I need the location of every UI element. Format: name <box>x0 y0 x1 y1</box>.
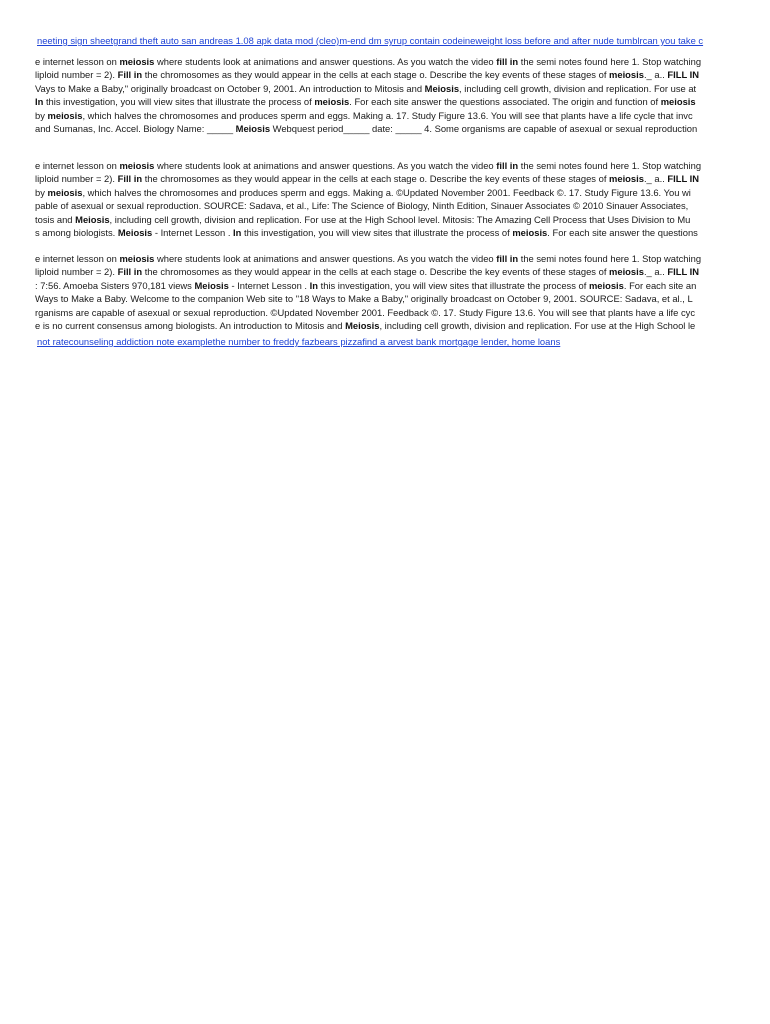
text-span: liploid number = 2). <box>35 69 118 81</box>
text-span: e internet lesson on <box>35 253 120 264</box>
top-links-item[interactable]: can you take c <box>642 35 704 46</box>
bold-keyword: In <box>35 96 44 108</box>
bold-keyword: meiosis <box>609 266 644 278</box>
text-span: ._ a.. <box>643 69 668 81</box>
text-span: the chromosomes as they would appear in the cells at each stage o. Describe the key events of these stages of <box>142 173 610 185</box>
bold-keyword: meiosis <box>119 160 155 171</box>
text-span: liploid number = 2). <box>35 173 118 185</box>
text-span: rganisms are capable of asexual or sexual reproduction. ©Updated November 2001. Feedback ©. 17. Study Figure 13.6. You will see that plants have a life cyc <box>35 306 696 318</box>
text-line <box>35 173 770 185</box>
bold-keyword: meiosis <box>119 56 155 67</box>
text-line <box>35 160 770 172</box>
text-line <box>35 293 770 305</box>
bold-keyword: fill in <box>496 253 519 264</box>
text-span: Ways to Make a Baby. Welcome to the companion Web site to "18 Ways to Make a Baby," originally broadcast on October 9, 2001. SOURCE: Sadava, et al., L <box>35 293 693 305</box>
text-span: - Internet Lesson . <box>152 226 234 238</box>
text-span: Webquest period_____ date: _____ 4. Some organisms are capable of asexual or sexual reproduction <box>270 122 698 134</box>
bold-keyword: In <box>233 226 242 238</box>
bold-keyword: Meiosis <box>75 213 110 225</box>
top-links-item[interactable]: m-end dm syrup contain codeine <box>339 35 476 46</box>
bold-keyword: fill in <box>496 160 519 171</box>
text-line <box>35 187 770 199</box>
text-paragraph-3 <box>0 253 770 333</box>
bold-keyword: Fill in <box>117 266 143 278</box>
text-span: and Sumanas, Inc. Accel. Biology Name: _____ <box>35 122 236 134</box>
bottom-links-item[interactable]: find a arvest bank mortgage lender, home loans <box>362 336 561 347</box>
text-span: ._ a.. <box>643 173 668 185</box>
text-span: where students look at animations and answer questions. As you watch the video <box>154 253 497 264</box>
text-span: liploid number = 2). <box>35 266 118 278</box>
text-span: this investigation, you will view sites that illustrate the process of <box>317 279 589 291</box>
text-span: , which halves the chromosomes and produces sperm and eggs. Making a. 17. Study Figure 13.6. You will see that plants have a life cycle that invc <box>82 109 693 121</box>
text-span: e internet lesson on <box>35 160 120 171</box>
bold-keyword: meiosis <box>609 173 644 185</box>
bold-keyword: In <box>309 279 318 291</box>
text-span: . For each site answer the questions <box>547 226 698 238</box>
bold-keyword: meiosis <box>119 253 155 264</box>
text-span: by <box>35 109 48 121</box>
bold-keyword: Meiosis <box>117 226 153 238</box>
text-line <box>35 320 770 332</box>
top-links-item[interactable]: grand theft auto san andreas 1.08 apk data mod (cleo) <box>113 35 340 46</box>
text-line <box>35 214 770 226</box>
text-line <box>35 253 770 265</box>
bottom-link-bar <box>37 336 770 348</box>
text-span: , including cell growth, division and replication. For use at <box>459 82 697 94</box>
text-line <box>35 227 770 239</box>
bottom-links-item[interactable]: counseling addiction note example <box>68 336 213 347</box>
text-span: by <box>35 186 48 198</box>
text-span: the semi notes found here 1. Stop watching <box>518 253 702 264</box>
bold-keyword: Meiosis <box>345 319 380 331</box>
text-span: where students look at animations and answer questions. As you watch the video <box>154 160 497 171</box>
text-span: where students look at animations and answer questions. As you watch the video <box>154 56 497 67</box>
bold-keyword: meiosis <box>512 226 548 238</box>
text-span: tosis and <box>35 213 76 225</box>
text-span: the semi notes found here 1. Stop watching <box>518 56 702 67</box>
text-span: . For each site an <box>623 279 697 291</box>
text-span: e is no current consensus among biologists. An introduction to Mitosis and <box>35 319 346 331</box>
text-span: this investigation, you will view sites that illustrate the process of <box>43 96 315 108</box>
bold-keyword: meiosis <box>588 279 624 291</box>
text-span: s among biologists. <box>35 226 118 238</box>
text-span: ._ a.. <box>643 266 668 278</box>
text-span: . For each site answer the questions associated. The origin and function of <box>349 96 661 108</box>
bold-keyword: meiosis <box>314 96 350 108</box>
bold-keyword: Meiosis <box>235 122 271 134</box>
bold-keyword: Fill in <box>117 69 143 81</box>
bold-keyword: Fill in <box>117 173 143 185</box>
text-span: pable of asexual or sexual reproduction. SOURCE: Sadava, et al., Life: The Science of Biology, Ninth Edition, Sinauer Associates © 2010 Sinauer Associates, <box>35 200 689 212</box>
bold-keyword: meiosis <box>609 69 644 81</box>
bold-keyword: Meiosis <box>424 82 460 94</box>
bold-keyword: meiosis <box>47 186 83 198</box>
text-line <box>35 307 770 319</box>
top-links-item[interactable]: neeting sign sheet <box>37 35 114 46</box>
bold-keyword: Meiosis <box>194 279 229 291</box>
text-line <box>35 96 770 108</box>
text-span: Vays to Make a Baby," originally broadcast on October 9, 2001. An introduction to Mitosis and <box>35 82 425 94</box>
text-span: , including cell growth, division and replication. For use at the High School le <box>379 319 696 331</box>
text-line <box>35 110 770 122</box>
text-span: e internet lesson on <box>35 56 120 67</box>
bottom-links-item[interactable]: the number to freddy fazbears pizza <box>212 336 363 347</box>
text-span: the semi notes found here 1. Stop watching <box>518 160 702 171</box>
text-paragraph-2 <box>0 160 770 240</box>
text-span: , which halves the chromosomes and produces sperm and eggs. Making a. ©Updated November 2001. Feedback ©. 17. Study Figure 13.6. You wi <box>82 186 691 198</box>
text-line <box>35 266 770 278</box>
bottom-links-item[interactable]: not rate <box>37 336 69 347</box>
text-line <box>35 200 770 212</box>
text-line <box>35 83 770 95</box>
text-span: the chromosomes as they would appear in the cells at each stage o. Describe the key events of these stages of <box>142 266 610 278</box>
text-line <box>35 123 770 135</box>
bold-keyword: FILL IN <box>667 173 700 185</box>
bold-keyword: meiosis <box>47 109 83 121</box>
bold-keyword: FILL IN <box>667 69 700 81</box>
bold-keyword: fill in <box>496 56 519 67</box>
text-span: the chromosomes as they would appear in the cells at each stage o. Describe the key events of these stages of <box>142 69 610 81</box>
text-paragraph-1 <box>0 56 770 136</box>
text-line <box>35 56 770 68</box>
text-span: this investigation, you will view sites that illustrate the process of <box>241 226 513 238</box>
text-span: : 7:56. Amoeba Sisters 970,181 views <box>35 279 195 291</box>
top-links-item[interactable]: weight loss before and after nude tumblr <box>475 35 643 46</box>
text-line <box>35 280 770 292</box>
bold-keyword: meiosis <box>660 96 696 108</box>
text-span: , including cell growth, division and replication. For use at the High School level. Mitosis: The Amazing Cell Process that Uses Division to Mu <box>109 213 691 225</box>
text-span: - Internet Lesson . <box>228 279 310 291</box>
bold-keyword: FILL IN <box>667 266 700 278</box>
top-link-bar <box>37 35 770 47</box>
text-line <box>35 69 770 81</box>
